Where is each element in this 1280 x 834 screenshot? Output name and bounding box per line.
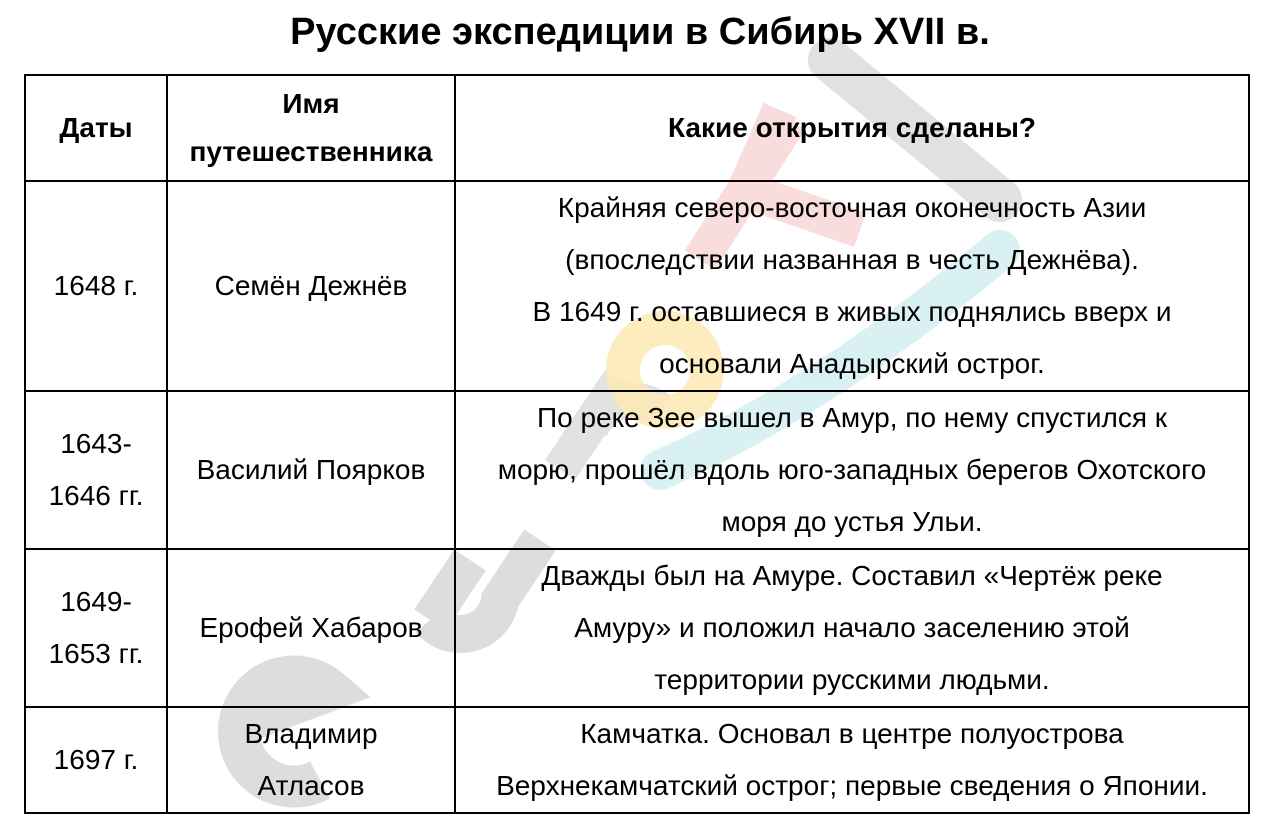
cell-date-line: 1697 г. — [53, 744, 139, 775]
expeditions-table — [24, 74, 1250, 814]
cell-discoveries-line: Крайняя северо-восточная оконечность Азии — [557, 192, 1147, 223]
cell-discoveries-line: В 1649 г. оставшиеся в живых поднялись вверх и — [532, 296, 1172, 327]
cell-discoveries-line: морю, прошёл вдоль юго-западных берегов Охотского — [497, 454, 1207, 485]
cell-discoveries-line: Амуру» и положил начало заселению этой — [574, 612, 1130, 643]
table-header-row — [25, 75, 1249, 181]
cell-discoveries-line: По реке Зее вышел в Амур, по нему спустился к — [536, 402, 1168, 433]
cell-date-line: 1653 гг. — [48, 638, 144, 669]
cell-discoveries-line: основали Анадырский острог. — [659, 348, 1045, 379]
cell-discoveries-line: моря до устья Ульи. — [721, 506, 983, 537]
cell-name-line: Василий Поярков — [196, 454, 426, 485]
column-header-discoveries: Какие открытия сделаны? — [455, 75, 1249, 181]
cell-name — [167, 391, 455, 549]
cell-discoveries — [455, 181, 1249, 391]
cell-discoveries-line: Камчатка. Основал в центре полуострова — [580, 718, 1124, 749]
table-row — [25, 549, 1249, 707]
cell-name-line: Семён Дежнёв — [214, 270, 408, 301]
column-header-name-line: Имя — [282, 88, 340, 119]
cell-name — [167, 181, 455, 391]
cell-discoveries-line: Дважды был на Амуре. Составил «Чертёж реке — [541, 560, 1163, 591]
table-row — [25, 707, 1249, 813]
column-header-dates: Даты — [25, 75, 167, 181]
cell-date — [25, 549, 167, 707]
cell-discoveries-line: Верхнекамчатский острог; первые сведения о Японии. — [496, 770, 1208, 801]
cell-discoveries-line: (впоследствии названная в честь Дежнёва). — [565, 244, 1139, 275]
column-header-name — [167, 75, 455, 181]
cell-date-line: 1643- — [60, 428, 132, 459]
cell-date-line: 1646 гг. — [48, 480, 144, 511]
table-row — [25, 391, 1249, 549]
cell-name — [167, 707, 455, 813]
cell-date — [25, 707, 167, 813]
cell-discoveries-line: территории русскими людьми. — [654, 664, 1050, 695]
cell-discoveries — [455, 391, 1249, 549]
cell-date-line: 1648 г. — [53, 270, 139, 301]
cell-name-line: Атласов — [257, 770, 365, 801]
page-title: Русские экспедиции в Сибирь XVII в. — [290, 11, 990, 53]
cell-discoveries — [455, 549, 1249, 707]
cell-date-line: 1649- — [60, 586, 132, 617]
cell-name-line: Владимир — [244, 718, 378, 749]
cell-name-line: Ерофей Хабаров — [199, 612, 423, 643]
column-header-name-line: путешественника — [189, 136, 433, 167]
cell-date — [25, 391, 167, 549]
cell-name — [167, 549, 455, 707]
cell-date — [25, 181, 167, 391]
table-row — [25, 181, 1249, 391]
cell-discoveries — [455, 707, 1249, 813]
